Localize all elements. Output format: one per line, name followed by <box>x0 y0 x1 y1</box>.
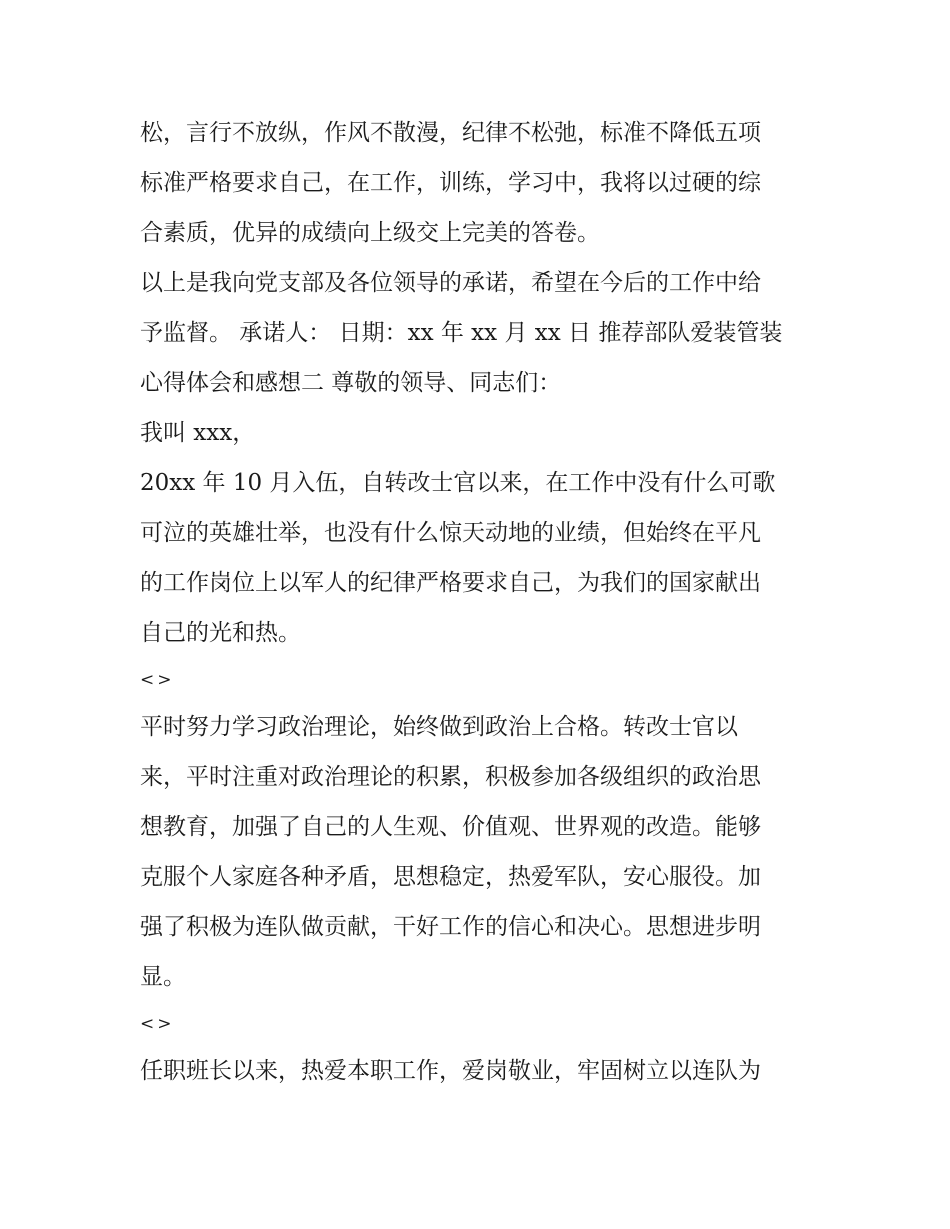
text-line: 强了积极为连队做贡献，干好工作的信心和决心。思想进步明 <box>140 914 761 940</box>
text-line: 来，平时注重对政治理论的积累，积极参加各级组织的政治思 <box>140 764 761 790</box>
text-line: 任职班长以来，热爱本职工作，爱岗敬业，牢固树立以连队为 <box>140 1058 761 1084</box>
paragraph <box>140 108 820 258</box>
text-line: 心得体会和感想二 尊敬的领导、同志们： <box>140 370 562 396</box>
text-line: 以上是我向党支部及各位领导的承诺，希望在今后的工作中给 <box>140 270 761 296</box>
paragraph <box>140 702 820 1002</box>
section-marker <box>140 1002 820 1046</box>
text-line: 予监督。 承诺人： 日期：xx 年 xx 月 xx 日 推荐部队爱装管装 <box>140 320 783 346</box>
text-line: 20xx 年 10 月入伍，自转改士官以来，在工作中没有什么可歌 <box>140 470 776 496</box>
paragraph <box>140 408 820 458</box>
text-line: 显。 <box>140 964 186 990</box>
text-line: 松，言行不放纵，作风不散漫，纪律不松弛，标准不降低五项 <box>140 120 761 146</box>
paragraph <box>140 258 820 408</box>
text-line: 的工作岗位上以军人的纪律严格要求自己，为我们的国家献出 <box>140 570 761 596</box>
text-line: 合素质，优异的成绩向上级交上完美的答卷。 <box>140 220 600 246</box>
text-line: 自己的光和热。 <box>140 620 301 646</box>
text-line: <> <box>140 670 175 690</box>
paragraph <box>140 1046 820 1096</box>
text-line: 标准严格要求自己，在工作，训练，学习中，我将以过硬的综 <box>140 170 761 196</box>
text-line: <> <box>140 1014 175 1034</box>
document-body <box>140 108 820 1096</box>
text-line: 我叫 xxx， <box>140 420 256 446</box>
text-line: 可泣的英雄壮举，也没有什么惊天动地的业绩，但始终在平凡 <box>140 520 761 546</box>
paragraph <box>140 458 820 658</box>
text-line: 平时努力学习政治理论，始终做到政治上合格。转改士官以 <box>140 714 738 740</box>
text-line: 想教育，加强了自己的人生观、价值观、世界观的改造。能够 <box>140 814 761 840</box>
section-marker <box>140 658 820 702</box>
text-line: 克服个人家庭各种矛盾，思想稳定，热爱军队，安心服役。加 <box>140 864 761 890</box>
